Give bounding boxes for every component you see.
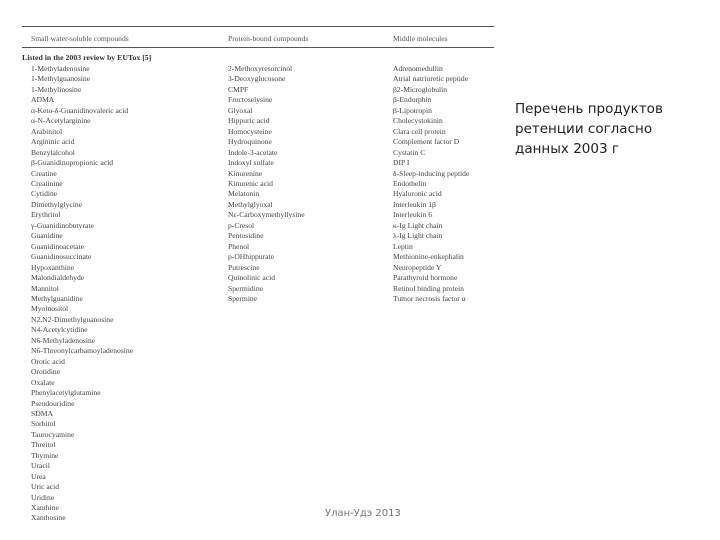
table-cell: 3-Deoxyglucosone bbox=[228, 74, 286, 84]
table-cell: Thymine bbox=[31, 450, 59, 460]
table-cell: Urea bbox=[31, 471, 46, 481]
table-cell: Benzylalcohol bbox=[31, 147, 75, 157]
table-cell: Orotidine bbox=[31, 367, 61, 377]
table-cell: Kinurenine bbox=[228, 168, 263, 178]
table-cell: Hyaluronic acid bbox=[393, 189, 442, 199]
table-cell: Fructoselysine bbox=[228, 95, 273, 105]
table-cell: Neuropeptide Y bbox=[393, 262, 442, 272]
table-cell: Cholecystokinin bbox=[393, 116, 443, 126]
table-cell: Nε-Carboxymethyllysine bbox=[228, 210, 305, 220]
table-cell: Interleukin 1β bbox=[393, 199, 436, 209]
table-cell: Atrial natriuretic peptide bbox=[393, 74, 469, 84]
slide-footer: Улан-Удэ 2013 bbox=[325, 508, 401, 519]
table-cell: Methylglyoxal bbox=[228, 199, 273, 209]
table-cell: Complement factor D bbox=[393, 137, 460, 147]
table-cell: Phenol bbox=[228, 241, 250, 251]
table-cell: Adrenomedullin bbox=[393, 64, 443, 73]
header-protein-bound: Protein-bound compounds bbox=[228, 34, 309, 43]
table-cell: Hypoxanthine bbox=[31, 262, 75, 272]
table-cell: Xanthosine bbox=[31, 513, 66, 523]
table-cell: Hippuric acid bbox=[228, 116, 270, 126]
table-cell: p-OHhippurate bbox=[228, 252, 274, 262]
table-cell: Threitol bbox=[31, 440, 56, 450]
table-cell: Guanidinoacetate bbox=[31, 241, 85, 251]
table-cell: Cystatin C bbox=[393, 147, 426, 157]
table-cell: Endothelin bbox=[393, 178, 427, 188]
table-cell: Uric acid bbox=[31, 482, 60, 492]
table-cell: Argininic acid bbox=[31, 137, 75, 147]
table-cell: Methionine-enkephalin bbox=[393, 252, 464, 262]
table-cell: Taurocyamine bbox=[31, 429, 75, 439]
table-cell: Leptin bbox=[393, 241, 413, 251]
table-cell: δ-Sleep-inducing peptide bbox=[393, 168, 470, 178]
table-cell: Retinol binding protein bbox=[393, 283, 464, 293]
table-cell: Glyoxal bbox=[228, 105, 253, 115]
table-cell: Homocysteine bbox=[228, 126, 272, 136]
table-cell: β-Guanidinopropionic acid bbox=[31, 158, 114, 168]
table-cell: Uracil bbox=[31, 461, 50, 471]
table-cell: λ-Ig Light chain bbox=[393, 231, 443, 241]
table-cell: N6-Methyladenosine bbox=[31, 335, 96, 345]
table-cell: Spermidine bbox=[228, 283, 264, 293]
table-cell: Clara cell protein bbox=[393, 126, 446, 136]
table-cell: SDMA bbox=[31, 408, 53, 418]
table-cell: Phenylacetylglutamine bbox=[31, 388, 101, 398]
table-cell: Melatonin bbox=[228, 189, 260, 199]
table-cell: Orotic acid bbox=[31, 356, 65, 366]
table-cell: κ-Ig Light chain bbox=[393, 220, 443, 230]
table-cell: Spermine bbox=[228, 293, 258, 303]
table-cell: ADMA bbox=[31, 95, 55, 105]
header-small-compounds: Small water-soluble compounds bbox=[31, 34, 129, 43]
table-cell: Tumor necrosis factor α bbox=[393, 293, 466, 303]
table-cell: CMPF bbox=[228, 84, 249, 94]
table-cell: Kinurenic acid bbox=[228, 178, 273, 188]
table-cell: Dimethylglycine bbox=[31, 199, 83, 209]
table-cell: 1-Methylinosine bbox=[31, 84, 82, 94]
table-cell: α-N-Acetylarginine bbox=[31, 116, 91, 126]
table-cell: β-Lipotropin bbox=[393, 105, 432, 115]
table-cell: Methylguanidine bbox=[31, 293, 83, 303]
section-title: Listed in the 2003 review by EUTox [5] bbox=[22, 53, 152, 62]
table-cell: Putrescine bbox=[228, 262, 260, 272]
table-cell: Sorbitol bbox=[31, 419, 56, 429]
table-cell: Interleukin 6 bbox=[393, 210, 433, 220]
table-cell: Uridine bbox=[31, 492, 55, 502]
table-cell: β2-Microglobulin bbox=[393, 84, 448, 94]
table-cell: Erythritol bbox=[31, 210, 61, 220]
table-cell: Creatinine bbox=[31, 178, 63, 188]
table-cell: α-Keto-δ-Guanidinovaleric acid bbox=[31, 105, 129, 115]
table-cell: p-Cresol bbox=[228, 220, 255, 230]
table-cell: Mannitol bbox=[31, 283, 59, 293]
table-cell: N2,N2-Dimethylguanosine bbox=[31, 314, 114, 324]
table-cell: Quinolinic acid bbox=[228, 273, 276, 283]
table-cell: Pentosidine bbox=[228, 231, 264, 241]
table-cell: 2-Methoxyresorcinol bbox=[228, 64, 293, 73]
table-cell: Malondialdehyde bbox=[31, 273, 85, 283]
table-cell: N6-Threonylcarbamoyladenosine bbox=[31, 346, 134, 356]
column-protein-bound bbox=[228, 64, 305, 304]
table-cell: Parathyroid hormone bbox=[393, 273, 458, 283]
table-top-rule bbox=[22, 26, 494, 27]
table-cell: Guanidine bbox=[31, 231, 63, 241]
table-cell: N4-Acetylcytidine bbox=[31, 325, 88, 335]
table-cell: 1-Methyladenosine bbox=[31, 64, 90, 73]
table-cell: Hydroquinone bbox=[228, 137, 272, 147]
column-middle-molecules bbox=[393, 64, 469, 304]
table-cell: Oxalate bbox=[31, 377, 55, 387]
column-small-compounds bbox=[31, 64, 133, 524]
table-cell: Xanthine bbox=[31, 503, 59, 513]
table-cell: Creatine bbox=[31, 168, 57, 178]
table-cell: Cytidine bbox=[31, 189, 58, 199]
table-cell: DIP I bbox=[393, 158, 410, 168]
table-cell: 1-Methylguanosine bbox=[31, 74, 91, 84]
table-header-rule bbox=[22, 47, 494, 48]
slide-caption: Перечень продуктов ретенции согласно данных 2003 г bbox=[515, 101, 663, 157]
table-cell: Guanidinosuccinate bbox=[31, 252, 92, 262]
table-cell: Indole-3-acetate bbox=[228, 147, 278, 157]
table-cell: Myoinositol bbox=[31, 304, 69, 314]
header-middle-molecules: Middle molecules bbox=[393, 34, 448, 43]
table-cell: γ-Guanidinobutyrate bbox=[31, 220, 94, 230]
table-cell: β-Endorphin bbox=[393, 95, 432, 105]
table-cell: Arabinitol bbox=[31, 126, 63, 136]
table-cell: Indoxyl sulfate bbox=[228, 158, 274, 168]
table-cell: Pseudouridine bbox=[31, 398, 75, 408]
